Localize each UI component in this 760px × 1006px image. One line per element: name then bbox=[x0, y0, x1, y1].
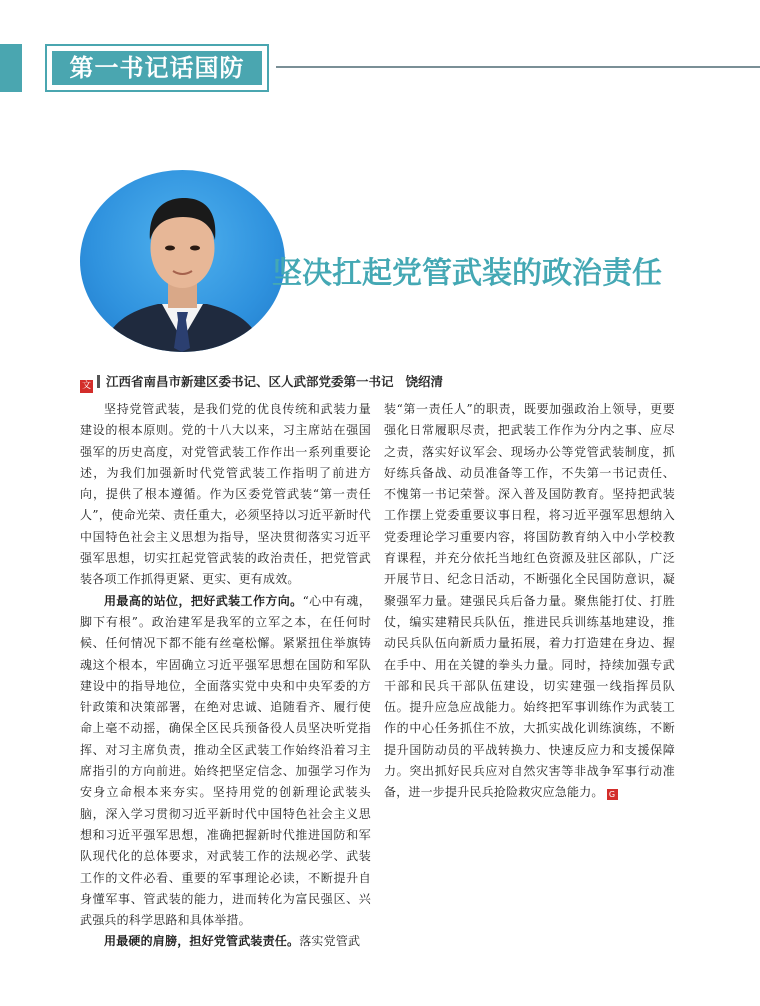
article-end-mark: G bbox=[607, 789, 618, 800]
paragraph-3-heading: 用最硬的肩膀，担好党管武装责任。 bbox=[104, 934, 300, 949]
paragraph-2-heading: 用最高的站位，把好武装工作方向。 bbox=[104, 593, 303, 608]
byline-tag: 文 bbox=[81, 381, 91, 391]
byline-separator bbox=[97, 375, 100, 388]
paragraph-3-text-continued: 装“第一责任人”的职责，既要加强政治上领导，更要强化日常履职尽责，把武装工作作为分内之事、应尽之责，落实好议军会、现场办公等党管武装制度，抓好练兵备战、动员准备等工作，不失第一书记责任、不愧第一书记荣誉。深入普及国防教育。坚持把武装工作摆上党委重要议事日程，将习近平强军思想纳入党委理论学习重要内容，将国防教育纳入中小学校教育课程，并充分依托当地红色资源及驻区部队，广泛开展节日、纪念日活动，不断强化全民国防意识，凝聚强军力量。建强民兵后备力量。聚焦能打仗、打胜仗，编实建精民兵队伍，推进民兵训练基地建设，推动民兵队伍向新质力量拓展，着力打造建在身边、握在手中、用在关键的拳头力量。同时，持续加强专武干部和民兵干部队伍建设，切实建强一线指挥员队伍。提升应急应战能力。始终把军事训练作为武装工作的中心任务抓住不放，大抓实战化训练演练，不断提升国防动员的平战转换力、快速反应力和支援保障力。突出抓好民兵应对自然灾害等非战争军事行动准备，进一步提升民兵抢险救灾应急能力。 bbox=[384, 402, 675, 800]
section-title: 第一书记话国防 bbox=[52, 51, 262, 85]
section-accent-bar bbox=[0, 44, 22, 92]
byline-affiliation: 江西省南昌市新建区委书记、区人武部党委第一书记 bbox=[106, 374, 394, 389]
paragraph-1-text: 坚持党管武装，是我们党的优良传统和武装力量建设的根本原则。党的十八大以来，习主席站在强国强军的历史高度，对党管武装工作作出一系列重要论述，为我们加强新时代党管武装工作指明了前进方向，提供了根本遵循。作为区委党管武装“第一责任人”，使命光荣、责任重大，必须坚持以习近平新时代中国特色社会主义思想为指导，坚决贯彻落实习近平强军思想，切实扛起党管武装的政治责任，把党管武装各项工作抓得更紧、更实、更有成效。 bbox=[80, 402, 371, 587]
article-paragraph-3 bbox=[80, 931, 371, 952]
byline-author: 饶绍清 bbox=[405, 374, 444, 389]
article-headline: 坚决扛起党管武装的政治责任 bbox=[272, 256, 662, 292]
article-paragraph-1 bbox=[80, 399, 371, 591]
section-header bbox=[45, 44, 269, 92]
paragraph-2-text: “心中有魂，脚下有根”。政治建军是我军的立军之本，在任何时候、任何情况下都不能有丝毫松懈。紧紧扭住举旗铸魂这个根本，牢固确立习近平强军思想在国防和军队建设中的指导地位，全面落实党中央和中央军委的方针政策和决策部署，在绝对忠诚、追随看齐、履行使命上毫不动摇，确保全区民兵预备役人员坚决听党指挥、对习主席负责，推动全区武装工作始终沿着习主席指引的方向前进。始终把坚定信念、加强学习作为安身立命根本来夯实。坚持用党的创新理论武装头脑，深入学习贯彻习近平新时代中国特色社会主义思想和习近平强军思想，准确把握新时代推进国防和军队现代化的总体要求，对武装工作的法规必学、武装工作的文件必看、重要的军事理论必读，不断提升自身懂军事、管武装的能力，进而转化为富民强区、兴武强兵的科学思路和具体举措。 bbox=[80, 593, 372, 928]
portrait-illustration bbox=[80, 170, 285, 352]
article-paragraph-3-continued bbox=[384, 399, 675, 804]
article-column-right bbox=[384, 399, 675, 804]
article-paragraph-2 bbox=[80, 591, 371, 932]
article-column-left bbox=[80, 399, 371, 953]
paragraph-3-text: 落实党管武 bbox=[299, 934, 361, 949]
article-byline bbox=[80, 373, 640, 391]
author-portrait bbox=[80, 170, 285, 352]
section-divider-line bbox=[276, 66, 760, 68]
